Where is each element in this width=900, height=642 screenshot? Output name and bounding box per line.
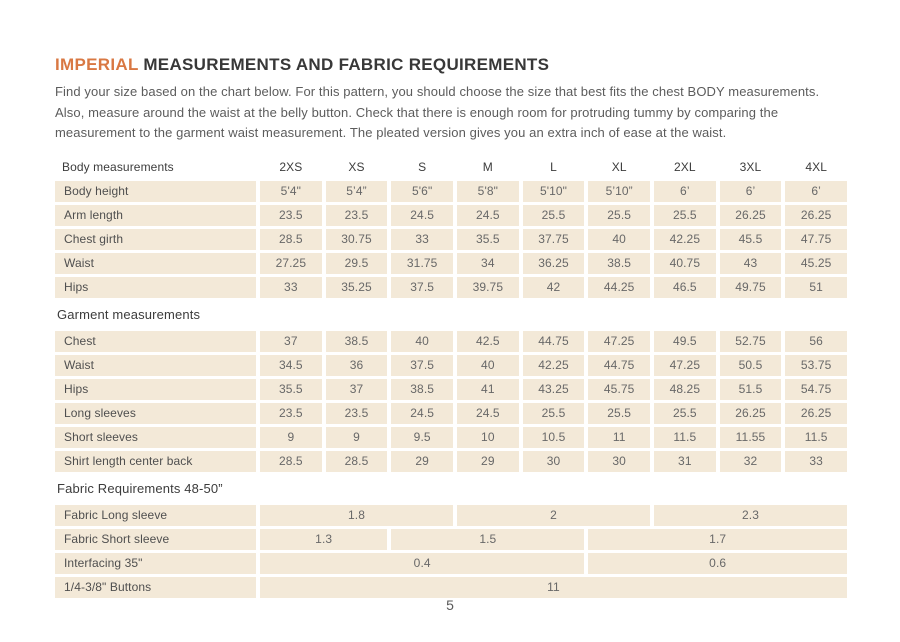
- table-cell: 51: [785, 277, 847, 298]
- table-cell: 6’: [720, 181, 782, 202]
- table-cell: 38.5: [391, 379, 453, 400]
- table-cell: 10: [457, 427, 519, 448]
- row-label: Short sleeves: [55, 427, 256, 448]
- page-number: 5: [446, 597, 454, 613]
- table-cell: 25.5: [654, 205, 716, 226]
- table-cell: 6’: [654, 181, 716, 202]
- table-cell: 9: [260, 427, 322, 448]
- table-cell: 28.5: [260, 451, 322, 472]
- table-cell: 37.5: [391, 277, 453, 298]
- table-cell: 26.25: [720, 403, 782, 424]
- column-header-size: 2XS: [279, 159, 303, 174]
- column-header-size: 3XL: [739, 159, 762, 174]
- intro-paragraph: Find your size based on the chart below. For this pattern, you should choose the size that best fits the chest BODY measurements. Also, measure around the waist at the belly button. Check that there is enough room for protruding tummy by comparing the measurement to the garment waist measurement. The pleated version gives you an extra inch of ease at the waist.: [55, 84, 820, 141]
- table-cell: 34: [457, 253, 519, 274]
- column-header-size: 2XL: [674, 159, 696, 174]
- table-cell: 33: [260, 277, 322, 298]
- table-cell: 30.75: [326, 229, 388, 250]
- row-label: Body height: [55, 181, 256, 202]
- row-label: Interfacing 35": [55, 553, 256, 574]
- table-cell: 23.5: [260, 403, 322, 424]
- row-label: Hips: [55, 379, 256, 400]
- table-cell: 42.5: [457, 331, 519, 352]
- table-cell: 28.5: [326, 451, 388, 472]
- table-cell: 47.25: [654, 355, 716, 376]
- table-cell: 43.25: [523, 379, 585, 400]
- table-cell-merged: 1.8: [260, 505, 453, 526]
- row-label: Hips: [55, 277, 256, 298]
- table-cell: 42.25: [654, 229, 716, 250]
- table-cell: 26.25: [720, 205, 782, 226]
- column-header-size: XS: [348, 159, 365, 174]
- table-cell: 23.5: [326, 205, 388, 226]
- table-cell: 34.5: [260, 355, 322, 376]
- table-cell: 10.5: [523, 427, 585, 448]
- table-cell-merged: 0.4: [260, 553, 584, 574]
- table-cell: 35.25: [326, 277, 388, 298]
- table-cell: 39.75: [457, 277, 519, 298]
- table-cell: 54.75: [785, 379, 847, 400]
- table-cell: 40.75: [654, 253, 716, 274]
- table-cell: 11: [588, 427, 650, 448]
- table-cell: 25.5: [588, 403, 650, 424]
- table-cell: 47.25: [588, 331, 650, 352]
- table-cell: 38.5: [588, 253, 650, 274]
- table-cell: 25.5: [588, 205, 650, 226]
- table-cell: 38.5: [326, 331, 388, 352]
- row-label: Fabric Short sleeve: [55, 529, 256, 550]
- table-cell: 40: [391, 331, 453, 352]
- table-cell: 44.75: [588, 355, 650, 376]
- table-cell: 28.5: [260, 229, 322, 250]
- table-cell-merged: 1.5: [391, 529, 584, 550]
- table-cell-merged: 2.3: [654, 505, 847, 526]
- table-cell: 26.25: [785, 205, 847, 226]
- table-cell: 44.75: [523, 331, 585, 352]
- table-cell: 30: [588, 451, 650, 472]
- row-label: Arm length: [55, 205, 256, 226]
- table-cell: 23.5: [260, 205, 322, 226]
- table-cell: 37: [260, 331, 322, 352]
- row-label: Chest girth: [55, 229, 256, 250]
- table-cell: 40: [588, 229, 650, 250]
- table-cell: 32: [720, 451, 782, 472]
- row-label: Chest: [55, 331, 256, 352]
- table-cell: 52.75: [720, 331, 782, 352]
- row-label: Fabric Long sleeve: [55, 505, 256, 526]
- table-cell: 36.25: [523, 253, 585, 274]
- table-cell: 46.5: [654, 277, 716, 298]
- table-cell: 24.5: [391, 205, 453, 226]
- table-cell: 24.5: [457, 403, 519, 424]
- table-cell: 9: [326, 427, 388, 448]
- column-header-size: 4XL: [805, 159, 827, 174]
- row-label: Shirt length center back: [55, 451, 256, 472]
- table-cell-merged: 1.3: [260, 529, 387, 550]
- table-cell: 25.5: [523, 205, 585, 226]
- row-label: Long sleeves: [55, 403, 256, 424]
- table-cell: 5’10”: [588, 181, 650, 202]
- table-cell: 37.75: [523, 229, 585, 250]
- page-title: [55, 55, 847, 75]
- table-cell: 9.5: [391, 427, 453, 448]
- table-cell: 24.5: [457, 205, 519, 226]
- table-cell: 5'6": [391, 181, 453, 202]
- table-cell: 44.25: [588, 277, 650, 298]
- table-cell: 23.5: [326, 403, 388, 424]
- table-cell: 25.5: [523, 403, 585, 424]
- table-cell: 42: [523, 277, 585, 298]
- table-cell: 11.5: [785, 427, 847, 448]
- table-cell: 25.5: [654, 403, 716, 424]
- table-cell: 6’: [785, 181, 847, 202]
- table-cell: 37: [326, 379, 388, 400]
- table-cell: 27.25: [260, 253, 322, 274]
- table-cell-merged: 0.6: [588, 553, 847, 574]
- table-cell: 24.5: [391, 403, 453, 424]
- page-title-accent: IMPERIAL: [55, 55, 139, 74]
- table-cell: 48.25: [654, 379, 716, 400]
- section-header-fabric: Fabric Requirements 48-50”: [57, 480, 223, 496]
- table-cell: 31: [654, 451, 716, 472]
- table-cell: 35.5: [260, 379, 322, 400]
- table-cell: 51.5: [720, 379, 782, 400]
- table-cell: 11.55: [720, 427, 782, 448]
- table-cell: 29: [457, 451, 519, 472]
- table-cell: 33: [391, 229, 453, 250]
- table-cell: 45.25: [785, 253, 847, 274]
- table-cell: 50.5: [720, 355, 782, 376]
- table-cell: 11.5: [654, 427, 716, 448]
- table-cell: 5'4": [260, 181, 322, 202]
- table-cell: 56: [785, 331, 847, 352]
- table-cell: 29: [391, 451, 453, 472]
- table-cell: 30: [523, 451, 585, 472]
- row-label: Waist: [55, 355, 256, 376]
- table-cell: 42.25: [523, 355, 585, 376]
- column-header-size: XL: [611, 159, 627, 174]
- column-header-size: S: [418, 159, 427, 174]
- table-cell: 45.75: [588, 379, 650, 400]
- table-cell: 45.5: [720, 229, 782, 250]
- page-title-rest: MEASUREMENTS AND FABRIC REQUIREMENTS: [138, 55, 550, 74]
- table-cell: 43: [720, 253, 782, 274]
- table-cell: 5’4”: [326, 181, 388, 202]
- table-cell: 5'10": [523, 181, 585, 202]
- table-cell-merged: 2: [457, 505, 650, 526]
- size-chart-table: [55, 157, 847, 598]
- table-cell: 53.75: [785, 355, 847, 376]
- row-label: Waist: [55, 253, 256, 274]
- table-cell: 49.5: [654, 331, 716, 352]
- table-cell: 33: [785, 451, 847, 472]
- table-cell: 35.5: [457, 229, 519, 250]
- table-cell: 26.25: [785, 403, 847, 424]
- table-cell: 37.5: [391, 355, 453, 376]
- table-cell: 29.5: [326, 253, 388, 274]
- table-cell: 49.75: [720, 277, 782, 298]
- column-header-size: M: [482, 159, 493, 174]
- row-label: 1/4-3/8" Buttons: [55, 577, 256, 598]
- table-cell: 41: [457, 379, 519, 400]
- column-header-body-measurements: Body measurements: [62, 159, 174, 174]
- table-cell-merged: 1.7: [588, 529, 847, 550]
- table-cell: 36: [326, 355, 388, 376]
- column-header-size: L: [550, 159, 557, 174]
- table-cell: 47.75: [785, 229, 847, 250]
- table-cell-merged: 11: [260, 577, 847, 598]
- section-header-garment: Garment measurements: [57, 306, 201, 322]
- content-area: [55, 55, 847, 598]
- table-cell: 40: [457, 355, 519, 376]
- table-cell: 5'8": [457, 181, 519, 202]
- table-cell: 31.75: [391, 253, 453, 274]
